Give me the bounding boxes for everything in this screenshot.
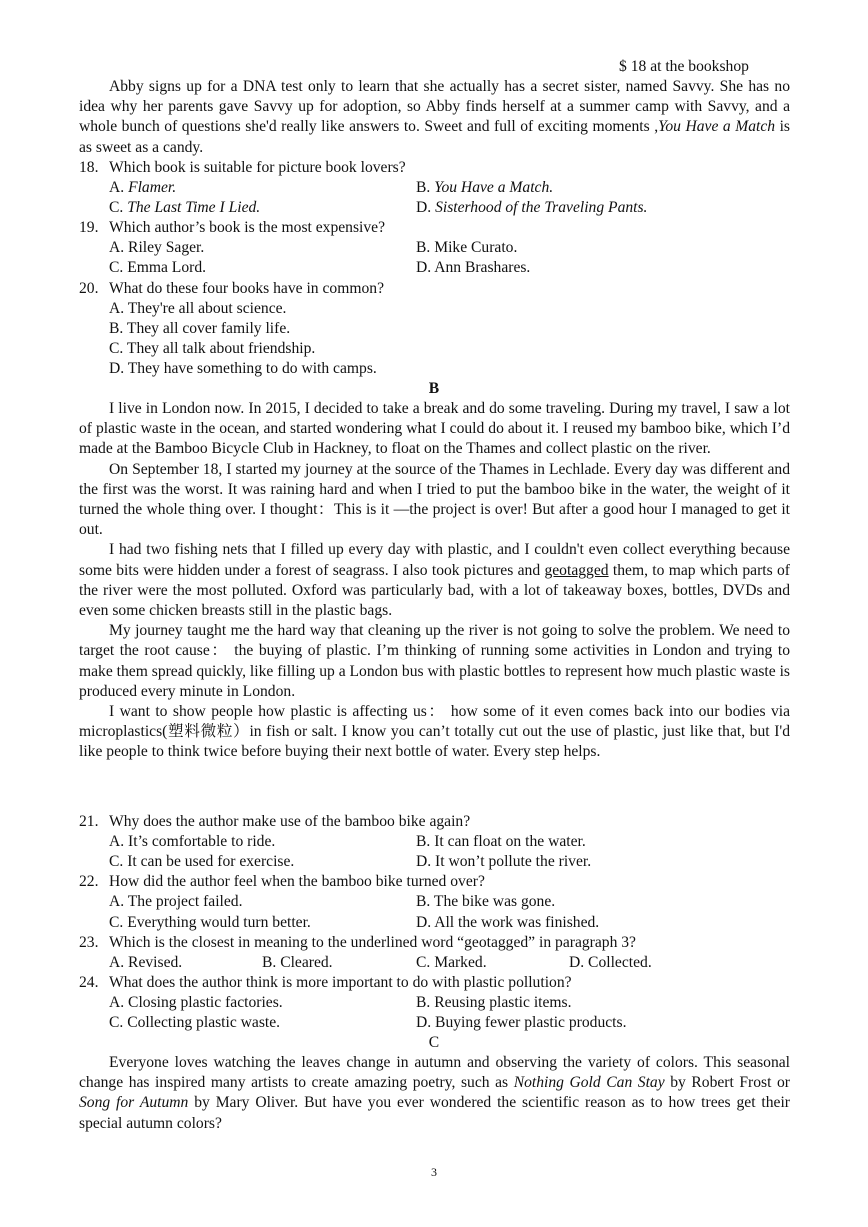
- question-number: 22.: [79, 873, 99, 890]
- question-number: 21.: [79, 813, 99, 830]
- paragraph: I want to show people how plastic is affecting us： how some of it even comes back into our bodies via microplastics(塑料微粒）in fish or salt. I know you can’t totally cut out the use of plastic, just like that, but I'd like people to think twice before buying their next bottle of water. Every step helps.: [79, 703, 790, 761]
- option-title: You Have a Match.: [434, 179, 554, 196]
- option-c[interactable]: C. Everything would turn better.: [109, 914, 311, 931]
- poem-title: Nothing Gold Can Stay: [513, 1074, 665, 1092]
- section-heading: C: [428, 1034, 440, 1051]
- question-text: Which author’s book is the most expensive?: [109, 219, 386, 236]
- question-text: Which book is suitable for picture book lovers?: [109, 159, 406, 176]
- option-b[interactable]: B. It can float on the water.: [416, 833, 586, 850]
- paragraph-text: I had two fishing nets that I filled up every day with plastic, and I couldn't even collect everything because some bits were hidden under a forest of seagrass. I also took pictures and: [79, 541, 790, 579]
- paragraph-text: Everyone loves watching the leaves change in autumn and observing the variety of colors. This seasonal change has inspired many artists to create amazing poetry, such as: [79, 1054, 790, 1092]
- option-a[interactable]: A. It’s comfortable to ride.: [109, 833, 276, 850]
- option-b[interactable]: B. They all cover family life.: [109, 320, 291, 337]
- option-a[interactable]: A. They're all about science.: [109, 300, 287, 317]
- option-a[interactable]: [109, 178, 176, 198]
- paragraph-text: by Robert Frost or: [664, 1074, 790, 1092]
- option-d[interactable]: D. Ann Brashares.: [416, 259, 531, 276]
- option-title: The Last Time I Lied.: [127, 199, 261, 216]
- option-title: Sisterhood of the Traveling Pants.: [435, 199, 648, 216]
- question-number: 19.: [79, 219, 99, 236]
- question-number: 18.: [79, 159, 99, 176]
- paragraph: On September 18, I started my journey at the source of the Thames in Lechlade. Every day was different and the first was the worst. It was raining hard and when I tried to put the bamboo bike in the water, the weight of it turned the whole thing over. I thought：This is it —the project is over! But after a good hour I managed to get it out.: [79, 460, 790, 539]
- option-b[interactable]: B. Cleared.: [262, 954, 333, 971]
- price-line: $ 18 at the bookshop: [619, 58, 749, 75]
- question-text: How did the author feel when the bamboo bike turned over?: [109, 873, 485, 890]
- question-text: What does the author think is more important to do with plastic pollution?: [109, 974, 572, 991]
- question-text: Why does the author make use of the bamboo bike again?: [109, 813, 471, 830]
- passage-b: [79, 399, 790, 763]
- option-a[interactable]: A. Riley Sager.: [109, 239, 205, 256]
- option-d[interactable]: D. All the work was finished.: [416, 914, 600, 931]
- passage-a-last-paragraph: [79, 77, 790, 158]
- section-heading: B: [428, 380, 440, 397]
- option-b[interactable]: B. The bike was gone.: [416, 893, 556, 910]
- option-label: D.: [416, 199, 436, 216]
- paragraph-text: them, to map which parts of the river were the most polluted. Oxford was particularly bad, with a lot of takeaway boxes, bottles, DVDs and even some chicken breasts still in the plastic bags.: [79, 561, 790, 620]
- option-d[interactable]: D. Collected.: [569, 954, 652, 971]
- paragraph-text: by Mary Oliver. But have you ever wondered the scientific reason as to how trees get their special autumn colors?: [79, 1094, 790, 1132]
- question-text: Which is the closest in meaning to the underlined word “geotagged” in paragraph 3?: [109, 934, 636, 951]
- option-d[interactable]: D. They have something to do with camps.: [109, 360, 377, 377]
- option-label: C.: [109, 199, 128, 216]
- option-label: B.: [416, 179, 435, 196]
- option-c[interactable]: C. Collecting plastic waste.: [109, 1014, 281, 1031]
- option-d[interactable]: [416, 198, 647, 218]
- paragraph: My journey taught me the hard way that cleaning up the river is not going to solve the problem. We need to target the root cause： the buying of plastic. I’m thinking of running some activities in London and trying to make them spread quickly, like filling up a London bus with plastic bottles to represent how much plastic waste is produced every minute in London.: [79, 622, 790, 700]
- question-number: 24.: [79, 974, 99, 991]
- option-d[interactable]: D. Buying fewer plastic products.: [416, 1014, 627, 1031]
- poem-title: Song for Autumn: [79, 1094, 189, 1112]
- option-a[interactable]: A. Closing plastic factories.: [109, 994, 283, 1011]
- question-number: 23.: [79, 934, 99, 951]
- underlined-word: geotagged: [544, 561, 609, 579]
- page-number: 3: [431, 1165, 437, 1179]
- option-b[interactable]: B. Reusing plastic items.: [416, 994, 572, 1011]
- paragraph: [79, 1053, 790, 1134]
- option-c[interactable]: [109, 198, 260, 218]
- paragraph-text: Abby signs up for a DNA test only to learn that she actually has a secret sister, named Savvy. She has no idea why her parents gave Savvy up for adoption, so Abby finds herself at a summer camp with Savvy, and a whole bunch of questions she'd really like answers to. Sweet and full of exciting moments ,: [79, 78, 790, 136]
- option-c[interactable]: C. They all talk about friendship.: [109, 340, 316, 357]
- paragraph: [79, 540, 790, 621]
- option-c[interactable]: C. Emma Lord.: [109, 259, 207, 276]
- option-b[interactable]: B. Mike Curato.: [416, 239, 518, 256]
- option-title: Flamer.: [128, 179, 177, 196]
- paragraph: I live in London now. In 2015, I decided to take a break and do some traveling. During my travel, I saw a lot of plastic waste in the ocean, and started wondering what I could do about it. I reused my bamboo bike, which I’d made at the Bamboo Bicycle Club in Hackney, to float on the Thames and collect plastic on the river.: [79, 400, 790, 458]
- book-title: You Have a Match: [658, 118, 776, 136]
- option-a[interactable]: A. Revised.: [109, 954, 183, 971]
- option-c[interactable]: C. It can be used for exercise.: [109, 853, 295, 870]
- option-a[interactable]: A. The project failed.: [109, 893, 243, 910]
- paragraph-text: is as sweet as a candy.: [79, 118, 790, 156]
- question-number: 20.: [79, 280, 99, 297]
- option-label: A.: [109, 179, 129, 196]
- option-c[interactable]: C. Marked.: [416, 954, 487, 971]
- question-text: What do these four books have in common?: [109, 280, 384, 297]
- option-b[interactable]: [416, 178, 553, 198]
- passage-c: [79, 1053, 790, 1134]
- option-d[interactable]: D. It won’t pollute the river.: [416, 853, 592, 870]
